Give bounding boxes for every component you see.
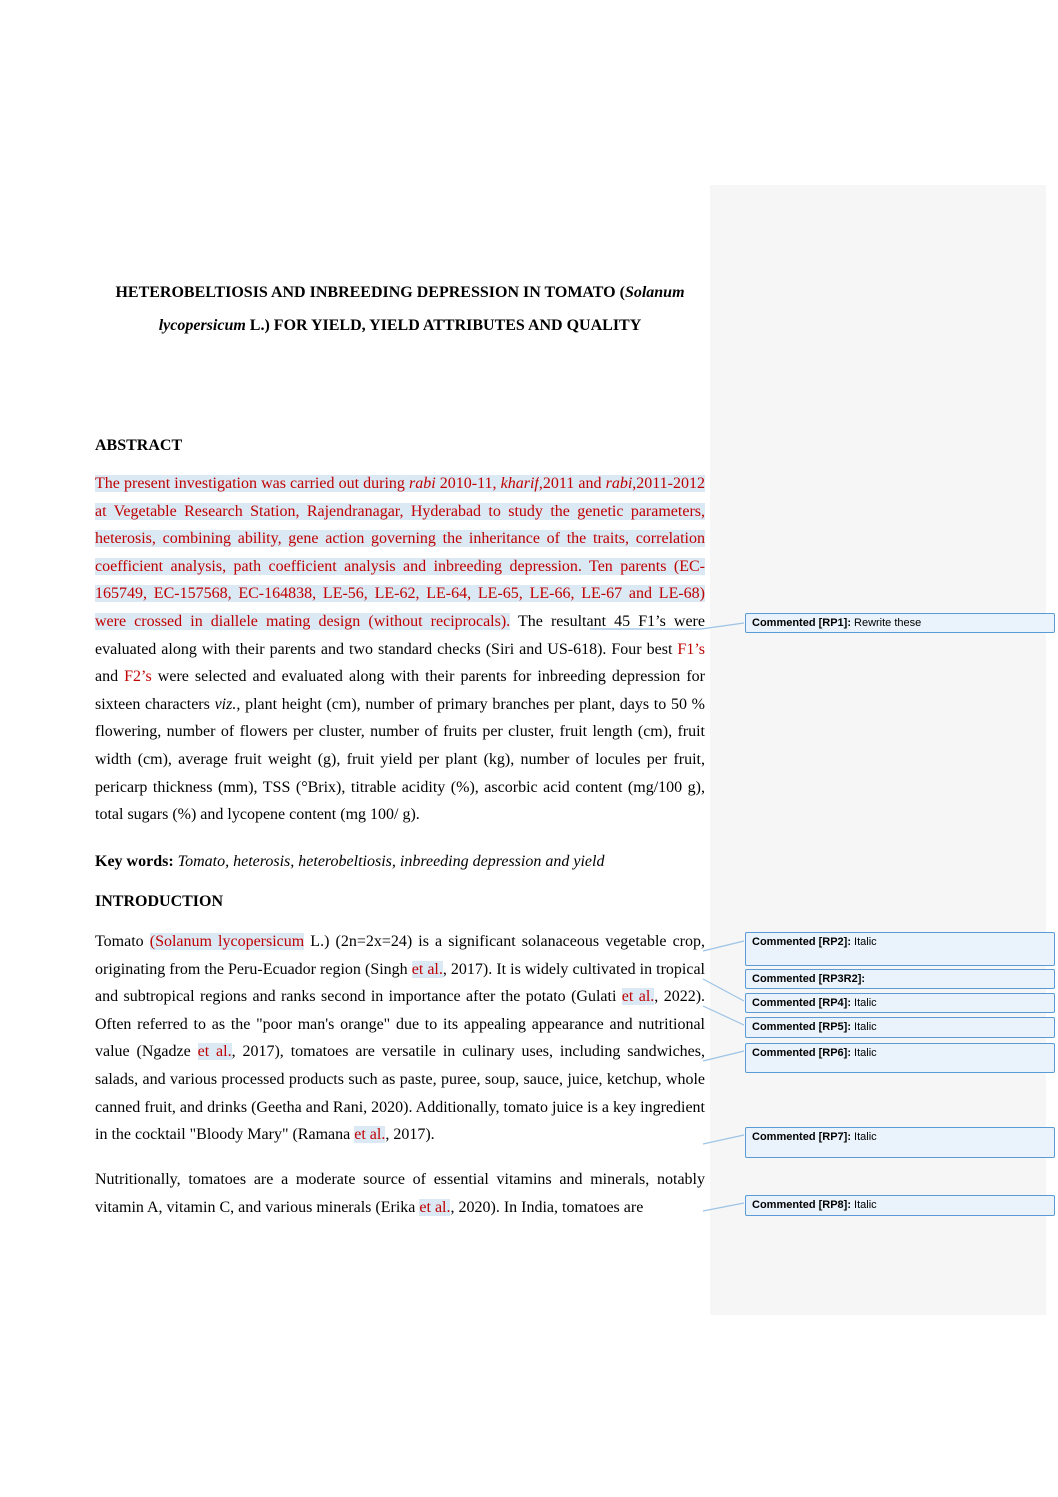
comment-rp6[interactable]	[745, 1043, 1055, 1073]
text-run: et al.	[354, 1126, 386, 1144]
keywords-line[interactable]	[95, 848, 705, 876]
comment-rp8-text: Italic	[854, 1199, 877, 1211]
comment-rp8-label: Commented [RP8]:	[752, 1199, 852, 1211]
comment-rp4[interactable]	[745, 993, 1055, 1013]
paper-title[interactable]	[95, 276, 705, 342]
text-run: , 2022). Often referred to as the "poor man's orange" due to its appealing appearance and nutritional value (Ngadze	[95, 988, 706, 1061]
comment-rp3r2-label: Commented [RP3R2]:	[752, 973, 866, 985]
text-run: ,2011 and	[538, 475, 606, 492]
text-run: 2010-11,	[435, 475, 501, 492]
text-run: ,2011-2012 at Vegetable Research Station, Rajendranagar, Hyderabad to study the genetic parameters, heterosis, combining ability, gene action governing the inheritance of the traits, correlation coefficient analysis, path coefficient analysis and inbreeding depression. Ten parents (EC-165749, EC-157568, EC-164838, LE-56, LE-62, LE-64, LE-65, LE-66, LE-67 and LE-68) were crossed in diallele mating design (without reciprocals).	[95, 475, 705, 630]
comment-rp6-text: Italic	[854, 1047, 877, 1059]
text-run: The resultant 45 F1’s were evaluated along with their parents and two standard checks (Siri and US-618). Four best	[95, 612, 705, 658]
text-run: Solanum lycopersicum	[158, 284, 685, 334]
text-run: F2’s	[124, 668, 152, 686]
text-run: , 2017), tomatoes are versatile in culinary uses, including sandwiches, salads, and various processed products such as paste, puree, soup, sauce, juice, ketchup, whole canned fruit, and drinks (Geetha and Rani, 2020). Additionally, tomato juice is a key ingredient in the cocktail "Bloody Mary" (Ramana	[95, 1043, 706, 1144]
text-run: and	[95, 668, 125, 686]
text-run: viz.,	[214, 695, 241, 713]
text-run: L.) (2n=2x=24) is a significant solanaceous vegetable crop, originating from the Peru-Ecuador region (Singh	[95, 933, 705, 978]
comment-rp5[interactable]	[745, 1017, 1055, 1038]
text-run: were selected and evaluated along with their parents for inbreeding depression for sixteen characters	[95, 668, 705, 713]
introduction-paragraph-1[interactable]	[95, 928, 705, 1149]
text-run: Tomato, heterosis, heterobeltiosis, inbreeding depression and yield	[177, 853, 605, 870]
comment-rp7[interactable]	[745, 1127, 1055, 1158]
comment-rp5-text: Italic	[854, 1021, 877, 1033]
text-run: et al.	[419, 1198, 451, 1216]
comment-rp2-text: Italic	[854, 936, 877, 948]
text-run: Nutritionally, tomatoes are a moderate source of essential vitamins and minerals, notably vitamin A, vitamin C, and various minerals (Erika	[95, 1171, 705, 1216]
comment-rp3r2[interactable]	[745, 969, 1055, 989]
comment-rp2[interactable]	[745, 932, 1055, 966]
text-run: (Solanum lycopersicum	[149, 933, 305, 950]
text-run: , 2017). It is widely cultivated in tropical and subtropical regions and ranks second in importance after the potato (Gulati	[95, 960, 706, 1006]
introduction-paragraph-2[interactable]	[95, 1166, 705, 1221]
text-run: The present investigation was carried out during	[95, 475, 410, 492]
text-run: rabi	[409, 475, 436, 492]
text-run: , 2020). In India, tomatoes are	[450, 1198, 644, 1216]
text-run: et al.	[621, 988, 655, 1006]
text-run: L.) FOR YIELD, YIELD ATTRIBUTES AND QUALITY	[245, 317, 642, 334]
text-run: et al.	[411, 960, 443, 978]
text-run: F1’s	[677, 640, 705, 658]
comment-rp2-label: Commented [RP2]:	[752, 936, 852, 948]
comment-rp1-label: Commented [RP1]:	[752, 617, 852, 629]
text-run: HETEROBELTIOSIS AND INBREEDING DEPRESSION IN TOMATO (	[115, 284, 625, 301]
comment-rp7-label: Commented [RP7]:	[752, 1131, 852, 1143]
comment-rp4-label: Commented [RP4]:	[752, 997, 852, 1009]
text-run: kharif	[500, 475, 539, 492]
comment-rp6-label: Commented [RP6]:	[752, 1047, 852, 1059]
comment-rp1[interactable]	[745, 613, 1055, 633]
text-run: plant height (cm), number of primary branches per plant, days to 50 % flowering, number of flowers per cluster, number of fruits per cluster, fruit length (cm), fruit width (cm), average fruit weight (g), fruit yield per plant (kg), number of locules per fruit, pericarp thickness (mm), TSS (°Brix), titrable acidity (%), ascorbic acid content (mg/100 g), total sugars (%) and lycopene content (mg 100/ g).	[95, 695, 706, 824]
text-run: Key words:	[95, 853, 178, 870]
abstract-heading[interactable]: ABSTRACT	[95, 437, 183, 454]
text-run: Tomato	[95, 933, 150, 950]
comment-rp5-label: Commented [RP5]:	[752, 1021, 852, 1033]
comment-rp8[interactable]	[745, 1195, 1055, 1216]
text-run: rabi	[605, 475, 633, 492]
text-run: et al.	[197, 1043, 232, 1061]
comment-rp7-text: Italic	[854, 1131, 877, 1143]
comment-rp4-text: Italic	[854, 997, 877, 1009]
introduction-heading[interactable]: INTRODUCTION	[95, 893, 224, 910]
comment-rp1-text: Rewrite these	[854, 617, 922, 629]
abstract-paragraph[interactable]	[95, 470, 705, 829]
text-run: , 2017).	[385, 1126, 435, 1144]
